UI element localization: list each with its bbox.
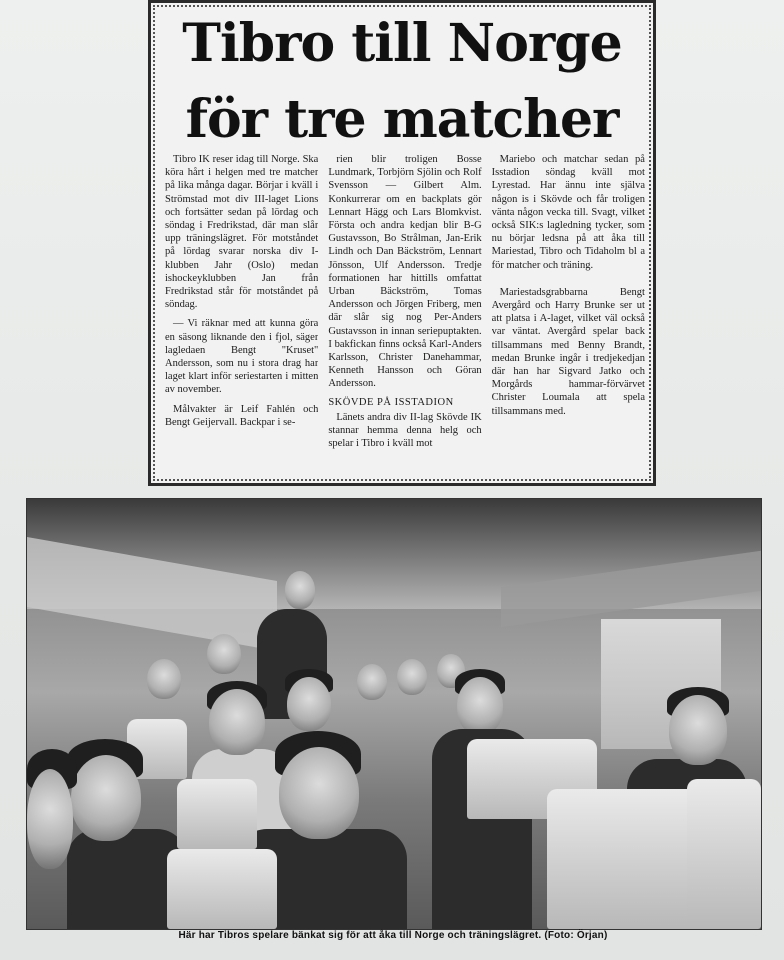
paragraph: Länets andra div II-lag Skövde IK stannar hemma denna helg och spelar i Tibro i kväll mot — [328, 411, 482, 450]
bus-seat — [687, 779, 761, 929]
paragraph: Tibro IK reser idag till Norge. Ska köra hårt i helgen med tre matcher på lika många dagar. Börjar i kväll i Strömstad mot div III-laget Lions och fortsätter sedan på lördag och söndag i Fredrikstad, där man slår upp träningslägret. För motståndet på lördag svarar norska div I-klubben Jahr (Oslo) medan ishockeyklubben Jan från Fredrikstad står för motståndet på söndag. — [165, 154, 319, 311]
person-face — [287, 677, 331, 731]
team-bus-photo — [26, 498, 762, 930]
paragraph: rien blir troligen Bosse Lundmark, Torbjörn Sjölin och Rolf Svensson — Gilbert Alm. Konkurrerar om en backplats gör Lennart Hägg och Lars Blomkvist. Första och andra kedjan blir B-G Gustavsson, Bo Strålman, Jan-Erik Lindh och Dan Bäckström, Lennart Jönsson, Ulf Andersson. Tredje formationen har hittills omfattat Urban Bäckström, Tomas Andersson och Jörgen Friberg, men där slår sig nog Per-Anders Gustavsson in innan seriepuptakten. I bakfickan finns också Karl-Anders Karlsson, Christer Danehammar, Kenneth Hansson och Göran Andersson. — [328, 154, 482, 390]
bus-seat — [547, 789, 697, 929]
bus-seat — [177, 779, 257, 849]
article-columns — [165, 153, 645, 479]
column-3 — [492, 153, 645, 479]
article-clipping — [148, 0, 656, 486]
person-face — [71, 755, 141, 841]
paragraph: Mariebo och matchar sedan på Isstadion söndag kväll mot Lyrestad. Har ännu inte själva någon is i Skövde och får troligen vänta någon vecka till. Svagt, vilket också SIK:s lagledning tycker, som nu börjar ledsna på att åka till Mariestad, Tibro och Tidaholm bl a för matcher och träning. — [491, 154, 645, 271]
person-face — [147, 659, 181, 699]
headline-line-1: Tibro till Norge — [182, 13, 622, 74]
person-face — [207, 634, 241, 674]
paragraph: Mariestadsgrabbarna Bengt Avergård och Harry Brunke ser ut att platsa i A-laget, vilket väl också var väntat. Avergård spelar back tillsammans med Benny Brandt, medan Brunke ingår i tredjekedjan där han har Sigvard Jatko och Morgårds hammar-förvärvet Christer Loumala att spela tillsammans med. — [491, 286, 645, 417]
person-face — [397, 659, 427, 695]
paragraph: Målvakter är Leif Fahlén och Bengt Geijervall. Backpar i se- — [165, 403, 319, 428]
person-face — [209, 689, 265, 755]
person-face — [457, 677, 503, 735]
bus-seat — [167, 849, 277, 929]
person-face — [279, 747, 359, 839]
column-2 — [328, 153, 481, 479]
person-face — [285, 571, 315, 609]
headline-line-2: för tre matcher — [185, 89, 619, 150]
person-face — [357, 664, 387, 700]
subheading: SKÖVDE PÅ ISSTADION — [328, 396, 454, 408]
person-face — [669, 695, 727, 765]
photo-caption: Här har Tibros spelare bänkat sig för att åka till Norge och träningslägret. (Foto: Örjan) — [178, 930, 608, 941]
paragraph: — Vi räknar med att kunna göra en säsong liknande den i fjol, säger lagledaen Bengt "Kruset" Andersson, som nu i stora drag har laget klart inför seriestarten i mitten av november. — [165, 318, 319, 396]
person-face — [27, 769, 73, 869]
column-1 — [165, 153, 318, 479]
